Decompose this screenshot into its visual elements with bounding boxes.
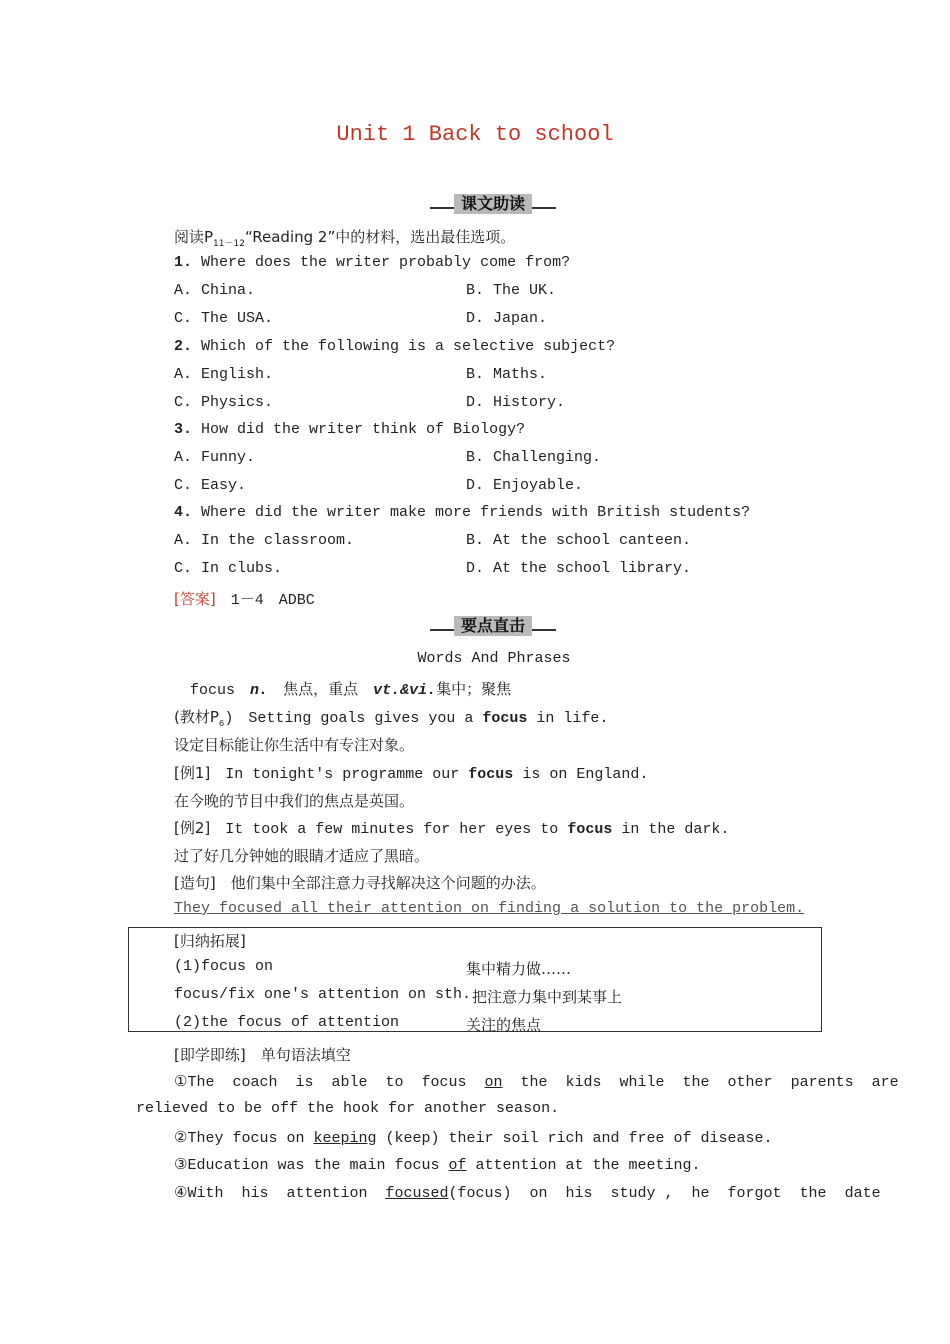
- keyword: focus: [482, 710, 528, 727]
- option-a: A. English.: [174, 366, 274, 383]
- header-bar-right: [532, 629, 556, 631]
- question-number: 3.: [174, 421, 193, 438]
- instruction-pre: 阅读P: [174, 228, 214, 246]
- fill-answer: keeping: [313, 1130, 377, 1147]
- practice-item-2: [174, 1128, 773, 1147]
- question-4: [174, 504, 750, 521]
- question-1: [174, 254, 570, 271]
- header-bar-right: [532, 207, 556, 209]
- answer-line: [174, 588, 315, 609]
- answer-label: [答案]: [174, 590, 216, 608]
- section-label: 要点直击: [454, 616, 532, 636]
- source-label: (教材P: [174, 708, 219, 726]
- section-header-reading-aid: [430, 194, 556, 214]
- section-label: 课文助读: [454, 194, 532, 214]
- instruction: [174, 226, 515, 249]
- vocab-meaning: 集中；聚焦: [436, 680, 512, 698]
- part-of-speech: n.: [250, 682, 269, 699]
- option-c: C. The USA.: [174, 310, 274, 327]
- keyword: focus: [567, 821, 613, 838]
- question-number: 4.: [174, 504, 193, 521]
- sentence-text: ) Setting goals gives you a: [224, 710, 483, 727]
- item-text: the kids while the other parents are: [502, 1074, 899, 1091]
- question-text: Where does the writer probably come from?: [192, 254, 571, 271]
- sentence-making-label: [造句]: [174, 874, 216, 892]
- translation: 设定目标能让你生活中有专注对象。: [174, 736, 415, 754]
- summary-phrase: (1)focus on: [174, 958, 274, 975]
- sentence-making-answer: They focused all their attention on finding a solution to the problem.: [174, 900, 805, 917]
- option-c: C. In clubs.: [174, 560, 283, 577]
- option-d: D. Japan.: [466, 310, 548, 327]
- sentence-making: [174, 872, 546, 893]
- practice-item-1-cont: relieved to be off the hook for another season.: [136, 1100, 560, 1117]
- question-number: 1.: [174, 254, 193, 271]
- sentence-text: is on England.: [513, 766, 649, 783]
- practice-item-4: [174, 1183, 881, 1202]
- option-b: B. Maths.: [466, 366, 548, 383]
- vocab-meaning: 焦点，重点: [283, 680, 359, 698]
- item-text: ④With his attention: [174, 1185, 386, 1202]
- option-b: B. Challenging.: [466, 449, 602, 466]
- option-b: B. The UK.: [466, 282, 557, 299]
- option-c: C. Physics.: [174, 394, 274, 411]
- header-bar-left: [430, 629, 454, 631]
- translation: 在今晚的节目中我们的焦点是英国。: [174, 792, 415, 810]
- item-text: attention at the meeting.: [466, 1157, 701, 1174]
- instruction-pages: 11－12: [213, 239, 245, 249]
- option-b: B. At the school canteen.: [466, 532, 692, 549]
- part-of-speech: vt.&vi.: [373, 682, 437, 699]
- question-2: [174, 338, 615, 355]
- translation: 过了好几分钟她的眼睛才适应了黑暗。: [174, 847, 430, 865]
- option-d: D. History.: [466, 394, 566, 411]
- fill-answer: of: [448, 1157, 467, 1174]
- practice-title: 单句语法填空: [245, 1046, 351, 1064]
- practice-item-1: [174, 1072, 899, 1091]
- page-title: Unit 1 Back to school: [336, 122, 614, 147]
- answer-text: 1－4 ADBC: [230, 592, 315, 609]
- sentence-text: In tonight's programme our: [210, 766, 469, 783]
- vocab-word: focus: [190, 682, 236, 699]
- item-text: (keep) their soil rich and free of disease.: [376, 1130, 773, 1147]
- item-text: ③Education was the main focus: [174, 1157, 449, 1174]
- header-bar-left: [430, 207, 454, 209]
- vocab-entry: [190, 678, 511, 699]
- question-number: 2.: [174, 338, 193, 355]
- question-text: Which of the following is a selective subject?: [192, 338, 616, 355]
- summary-label: [归纳拓展]: [174, 932, 246, 950]
- summary-phrase: focus/fix one's attention on sth.: [174, 986, 472, 1003]
- practice-header: [174, 1044, 351, 1065]
- option-a: A. China.: [174, 282, 256, 299]
- subheading: Words And Phrases: [417, 650, 571, 667]
- sentence-text: in the dark.: [612, 821, 730, 838]
- sentence-making-prompt: 他们集中全部注意力寻找解决这个问题的办法。: [215, 874, 546, 892]
- question-text: Where did the writer make more friends with British students?: [192, 504, 751, 521]
- item-text: ②They focus on: [174, 1130, 314, 1147]
- summary-meaning: 把注意力集中到某事上: [472, 988, 623, 1006]
- practice-item-3: [174, 1155, 701, 1174]
- textbook-sentence: [174, 706, 608, 729]
- option-a: A. In the classroom.: [174, 532, 355, 549]
- item-text: ①The coach is able to focus: [174, 1074, 485, 1091]
- option-c: C. Easy.: [174, 477, 247, 494]
- example-2: [174, 817, 729, 838]
- example-label: [例1]: [174, 764, 211, 782]
- option-d: D. At the school library.: [466, 560, 692, 577]
- summary-phrase: (2)the focus of attention: [174, 1014, 400, 1031]
- sentence-text: in life.: [527, 710, 609, 727]
- instruction-text: “Reading 2”中的材料，选出最佳选项。: [244, 228, 516, 246]
- item-text: (focus) on his study , he forgot the date: [448, 1185, 881, 1202]
- question-text: How did the writer think of Biology?: [192, 421, 526, 438]
- example-label: [例2]: [174, 819, 211, 837]
- question-3: [174, 421, 525, 438]
- option-d: D. Enjoyable.: [466, 477, 584, 494]
- example-1: [174, 762, 648, 783]
- keyword: focus: [468, 766, 514, 783]
- source-page: 6: [218, 719, 225, 729]
- summary-meaning: 集中精力做……: [466, 960, 572, 978]
- fill-answer: focused: [385, 1185, 449, 1202]
- fill-answer: on: [484, 1074, 503, 1091]
- section-header-key-points: [430, 616, 556, 636]
- option-a: A. Funny.: [174, 449, 256, 466]
- summary-meaning: 关注的焦点: [466, 1016, 542, 1034]
- sentence-text: It took a few minutes for her eyes to: [210, 821, 568, 838]
- practice-label: [即学即练]: [174, 1046, 246, 1064]
